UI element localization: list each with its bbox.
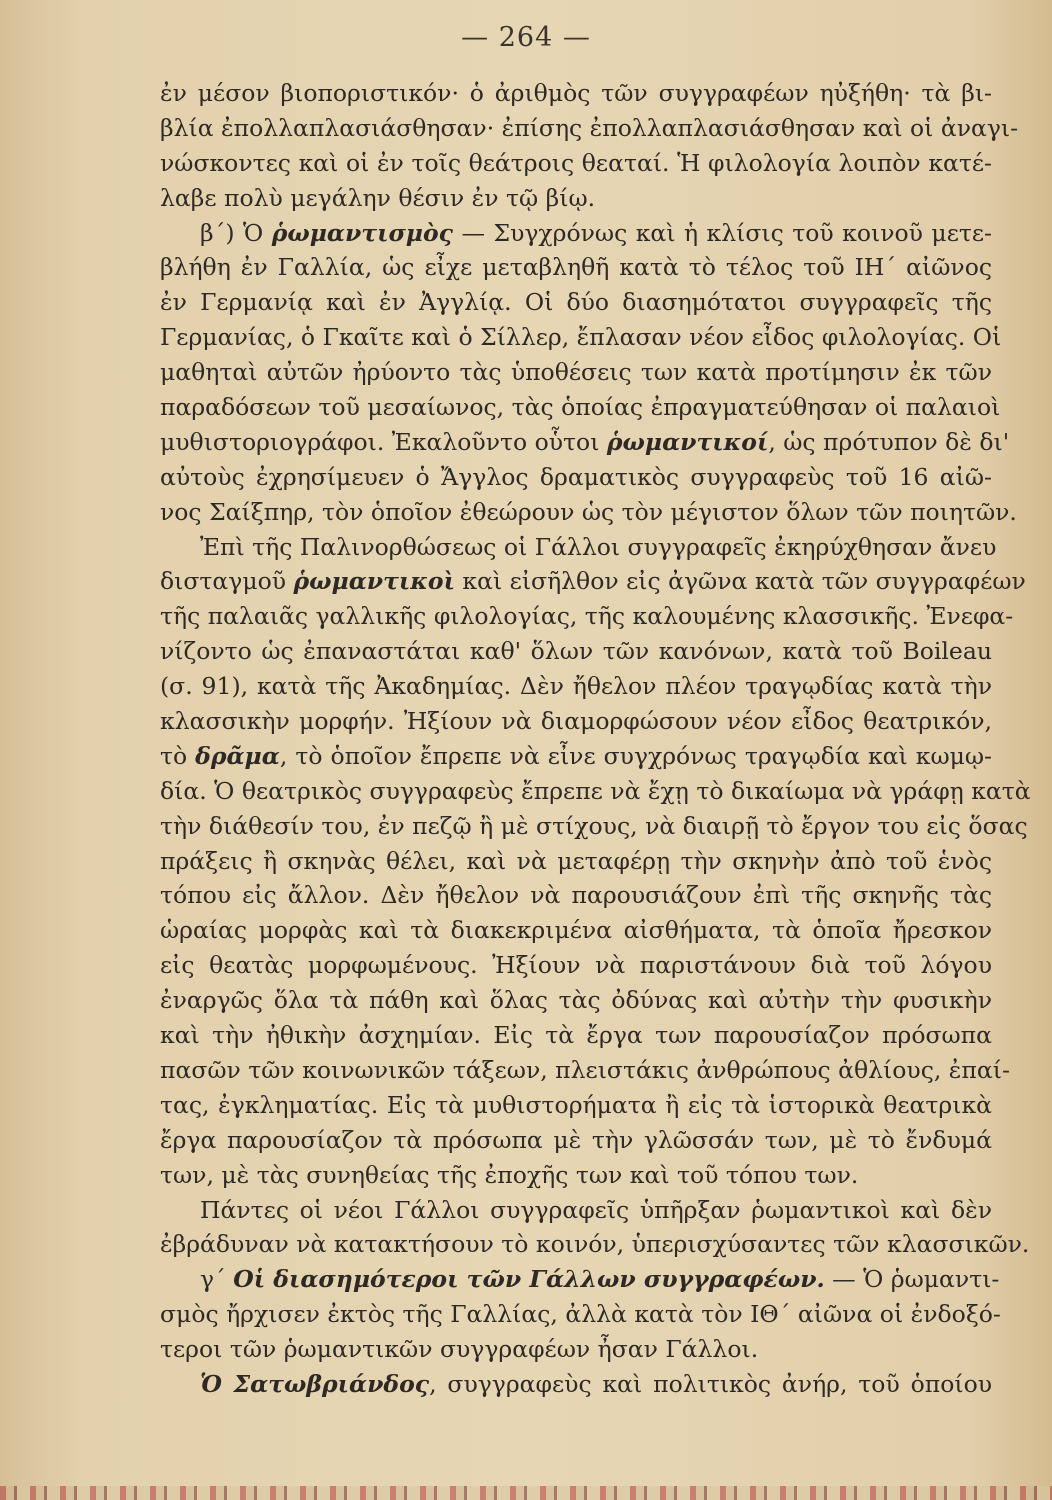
text-line xyxy=(160,1332,992,1367)
text-run: πασῶν τῶν κοινωνικῶν τάξεων, πλειστάκις ἀνθρώπους ἀθλίους, ἐπαί- xyxy=(160,1055,1010,1084)
emphasized-term: Ὁ Σατωβριάνδος xyxy=(200,1369,430,1398)
text-run: βλήθη ἐν Γαλλία, ὡς εἶχε μεταβληθῆ κατὰ τὸ τέλος τοῦ ΙΗ΄ αἰῶνος xyxy=(160,253,992,282)
text-line xyxy=(160,739,992,774)
text-line xyxy=(160,1227,1030,1262)
text-run: ὡραίας μορφὰς καὶ τὰ διακεκριμένα αἰσθήματα, τὰ ὁποῖα ἤρεσκον xyxy=(160,916,992,945)
text-line xyxy=(160,495,1017,530)
text-run: , συγγραφεὺς καὶ πολιτικὸς ἀνήρ, τοῦ ὁποίου xyxy=(429,1369,993,1398)
text-run: βλία ἐπολλαπλασιάσθησαν· ἐπίσης ἐπολλαπλασιάσθησαν καὶ οἱ ἀναγι- xyxy=(160,113,1019,142)
text-run: , ὡς πρότυπον δὲ δι' xyxy=(768,427,1010,456)
text-run: εἰς θεατὰς μορφωμένους. Ἠξίουν νὰ παριστάνουν διὰ τοῦ λόγου xyxy=(160,951,992,980)
text-line xyxy=(160,111,1019,146)
text-run: καὶ εἰσῆλθον εἰς ἀγῶνα κατὰ τῶν συγγραφέων xyxy=(454,567,1026,596)
page-number: — 264 — xyxy=(461,22,591,53)
text-run: Ἐπὶ τῆς Παλινορθώσεως οἱ Γάλλοι συγγραφεῖς ἐκηρύχθησαν ἄνευ xyxy=(200,532,997,561)
text-run: κλασσικὴν μορφήν. Ἠξίουν νὰ διαμορφώσουν νέον εἶδος θεατρικόν, xyxy=(160,707,992,736)
text-run: τεροι τῶν ῥωμαντικῶν συγγραφέων ἦσαν Γάλλοι. xyxy=(160,1335,759,1364)
text-run: ἐναργῶς ὅλα τὰ πάθη καὶ ὅλας τὰς ὀδύνας καὶ αὐτὴν τὴν φυσικὴν xyxy=(160,986,992,1015)
text-line xyxy=(160,1297,1001,1332)
text-line xyxy=(160,1262,1000,1297)
text-run: (σ. 91), κατὰ τῆς Ἀκαδημίας. Δὲν ἤθελον πλέον τραγῳδίας κατὰ τὴν xyxy=(160,672,992,701)
text-run: ἔργα παρουσίαζον τὰ πρόσωπα μὲ τὴν γλῶσσάν των, μὲ τὸ ἔνδυμά xyxy=(160,1125,992,1154)
text-line xyxy=(160,425,1010,460)
text-line xyxy=(160,948,992,983)
text-run: μαθηταὶ αὐτῶν ἠρύοντο τὰς ὑποθέσεις των κατὰ προτίμησιν ἐκ τῶν xyxy=(160,358,992,387)
text-run: ἐν Γερμανίᾳ καὶ ἐν Ἀγγλίᾳ. Οἱ δύο διασημότατοι συγγραφεῖς τῆς xyxy=(160,288,992,317)
text-line xyxy=(160,599,1014,634)
body-text xyxy=(160,76,1031,1402)
text-run: τὸ xyxy=(160,741,196,770)
text-line xyxy=(160,181,992,216)
emphasized-term: δρᾶμα xyxy=(195,741,280,770)
text-line xyxy=(160,774,1031,809)
page-edge xyxy=(0,1486,1052,1500)
emphasized-term: ῥωμαντικοὶ xyxy=(293,567,455,596)
text-line xyxy=(160,1367,992,1402)
text-run: — Ὁ ῥωμαντι- xyxy=(824,1265,1000,1294)
text-run: Γερμανίας, ὁ Γκαῖτε καὶ ὁ Σίλλερ, ἔπλασαν νέον εἶδος φιλολογίας. Οἱ xyxy=(160,323,1002,352)
text-run: τόπου εἰς ἄλλον. Δὲν ἤθελον νὰ παρουσιάζουν ἐπὶ τῆς σκηνῆς τὰς xyxy=(160,881,992,910)
text-line xyxy=(160,669,992,704)
text-line xyxy=(160,1018,992,1053)
emphasized-term: Οἱ διασημότεροι τῶν Γάλλων συγγραφέων. xyxy=(233,1265,825,1294)
text-line xyxy=(160,1193,992,1228)
text-line xyxy=(160,704,992,739)
text-line xyxy=(160,913,992,948)
text-line xyxy=(160,844,992,879)
text-run: ἐν μέσον βιοποριστικόν· ὁ ἀριθμὸς τῶν συγγραφέων ηὐξήθη· τὰ βι- xyxy=(160,79,992,107)
text-run: αὐτοὺς ἐχρησίμευεν ὁ Ἄγγλος δραματικὸς συγγραφεὺς τοῦ 16 αἰῶ- xyxy=(160,462,992,491)
text-line xyxy=(160,1123,992,1158)
text-run: β΄) Ὁ xyxy=(200,218,272,247)
text-run: , τὸ ὁποῖον ἔπρεπε νὰ εἶνε συγχρόνως τραγῳδία καὶ κωμῳ- xyxy=(279,741,992,770)
text-line xyxy=(160,146,992,181)
text-line xyxy=(160,216,992,251)
text-line xyxy=(160,76,992,111)
text-run: — Συγχρόνως καὶ ἡ κλίσις τοῦ κοινοῦ μετε- xyxy=(452,218,992,247)
text-line xyxy=(160,878,992,913)
text-run: μυθιστοριογράφοι. Ἐκαλοῦντο οὗτοι xyxy=(160,427,607,456)
text-run: σμὸς ἤρχισεν ἐκτὸς τῆς Γαλλίας, ἀλλὰ κατὰ τὸν ΙΘ΄ αἰῶνα οἱ ἐνδοξό- xyxy=(160,1300,1001,1329)
text-run: τας, ἐγκληματίας. Εἰς τὰ μυθιστορήματα ἢ εἰς τὰ ἱστορικὰ θεατρικὰ xyxy=(160,1090,992,1119)
text-line xyxy=(160,390,1001,425)
text-line xyxy=(160,1053,1010,1088)
text-run: νίζοντο ὡς ἐπαναστάται καθ' ὅλων τῶν κανόνων, κατὰ τοῦ Boileau xyxy=(160,637,992,666)
text-line xyxy=(160,320,1002,355)
emphasized-term: ῥωμαντισμὸς xyxy=(271,218,453,247)
text-line xyxy=(160,530,997,565)
text-run: δισταγμοῦ xyxy=(160,567,294,596)
text-run: πράξεις ἢ σκηνὰς θέλει, καὶ νὰ μεταφέρῃ τὴν σκηνὴν ἀπὸ τοῦ ἑνὸς xyxy=(160,846,992,875)
text-run: τὴν διάθεσίν του, ἐν πεζῷ ἢ μὲ στίχους, νὰ διαιρῇ τὸ ἔργον του εἰς ὅσας xyxy=(160,811,1028,840)
text-run: γ΄ xyxy=(200,1265,234,1294)
text-run: λαβε πολὺ μεγάλην θέσιν ἐν τῷ βίῳ. xyxy=(160,183,596,212)
text-line xyxy=(160,355,992,390)
text-run: Πάντες οἱ νέοι Γάλλοι συγγραφεῖς ὑπῆρξαν ῥωμαντικοὶ καὶ δὲν xyxy=(200,1195,992,1224)
text-run: των, μὲ τὰς συνηθείας τῆς ἐποχῆς των καὶ τοῦ τόπου των. xyxy=(160,1160,859,1189)
text-line xyxy=(160,634,992,669)
text-run: ἐβράδυναν νὰ κατακτήσουν τὸ κοινόν, ὑπερισχύσαντες τῶν κλασσικῶν. xyxy=(160,1230,1030,1259)
text-line xyxy=(160,983,992,1018)
emphasized-term: ῥωμαντικοί xyxy=(606,427,769,456)
text-line xyxy=(160,250,992,285)
text-run: καὶ τὴν ἠθικὴν ἀσχημίαν. Εἰς τὰ ἔργα των παρουσίαζον πρόσωπα xyxy=(160,1021,992,1050)
text-run: νος Σαίξπηρ, τὸν ὁποῖον ἐθεώρουν ὡς τὸν μέγιστον ὅλων τῶν ποιητῶν. xyxy=(160,497,1017,526)
text-line xyxy=(160,1158,992,1193)
text-line xyxy=(160,1088,992,1123)
text-run: νώσκοντες καὶ οἱ ἐν τοῖς θεάτροις θεαταί. Ἡ φιλολογία λοιπὸν κατέ- xyxy=(160,148,992,177)
text-run: τῆς παλαιᾶς γαλλικῆς φιλολογίας, τῆς καλουμένης κλασσικῆς. Ἐνεφα- xyxy=(160,602,1014,631)
text-line xyxy=(160,564,1026,599)
text-line xyxy=(160,460,992,495)
text-line xyxy=(160,809,1028,844)
text-run: παραδόσεων τοῦ μεσαίωνος, τὰς ὁποίας ἐπραγματεύθησαν οἱ παλαιοὶ xyxy=(160,393,1001,422)
text-run: δία. Ὁ θεατρικὸς συγγραφεὺς ἔπρεπε νὰ ἔχῃ τὸ δικαίωμα νὰ γράφῃ κατὰ xyxy=(160,776,1031,805)
text-line xyxy=(160,285,992,320)
